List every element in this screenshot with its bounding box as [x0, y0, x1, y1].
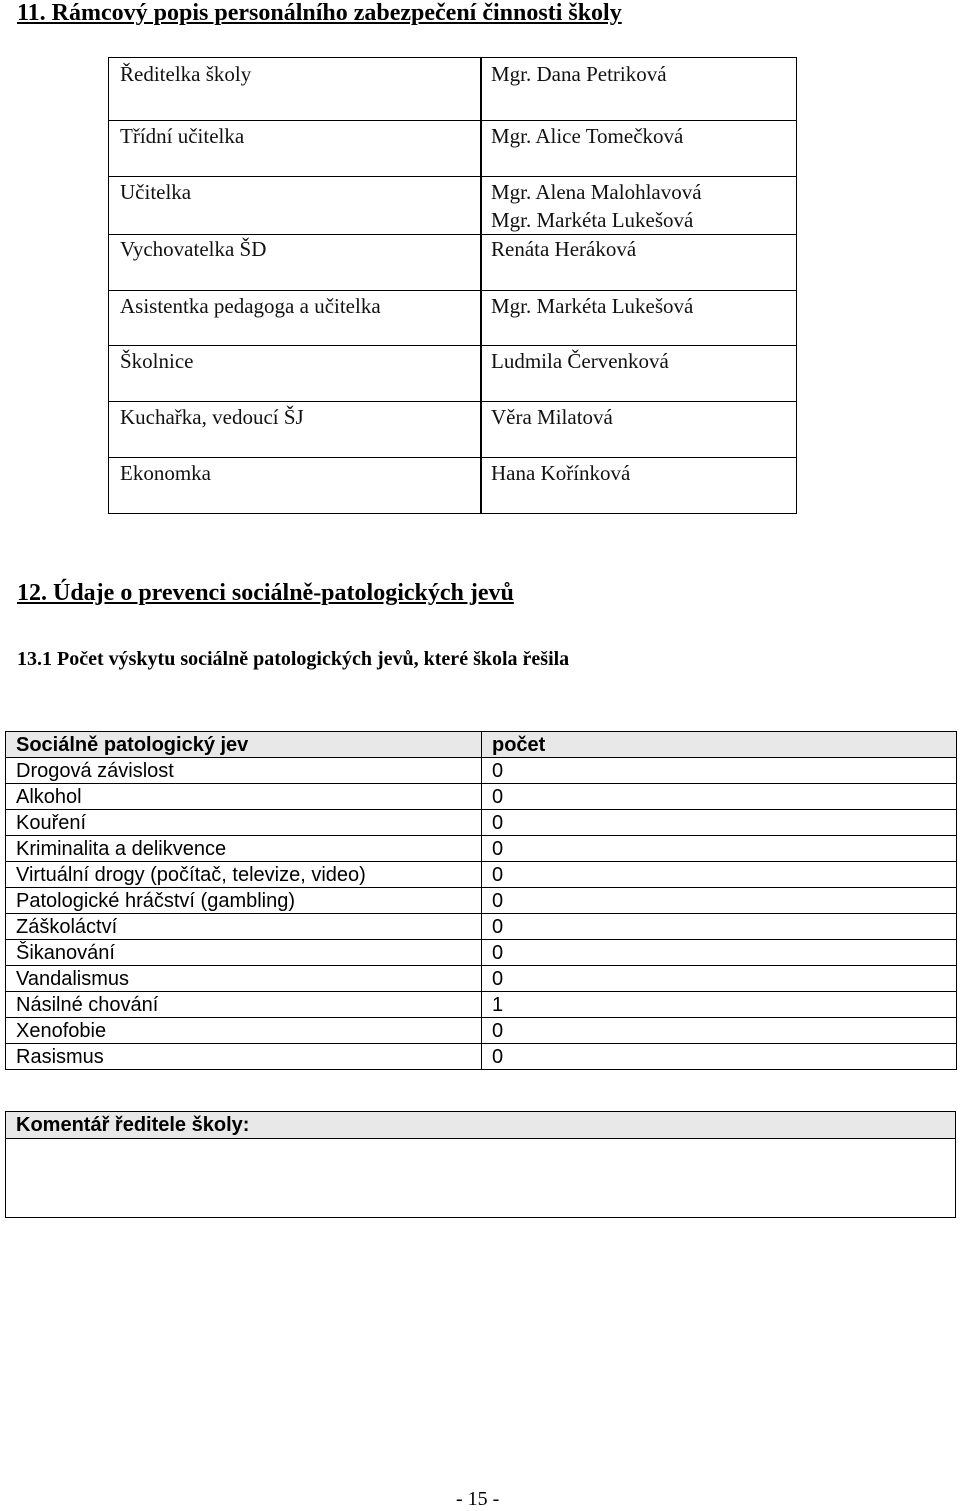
staff-name: Renáta Heráková — [491, 237, 637, 261]
count-cell: 0 — [482, 862, 957, 888]
principal-comment-table — [5, 1111, 956, 1218]
staff-role: Asistentka pedagoga a učitelka — [120, 294, 381, 318]
phenomenon-cell: Xenofobie — [6, 1018, 482, 1044]
row-divider — [109, 345, 796, 346]
comment-label: Komentář ředitele školy: — [6, 1112, 956, 1139]
staff-name: Mgr. Alena Malohlavová — [491, 180, 702, 204]
section-11-title: 11. Rámcový popis personálního zabezpečení činnosti školy — [17, 0, 622, 26]
table-row — [6, 940, 957, 966]
table-row — [6, 784, 957, 810]
staff-role: Ředitelka školy — [120, 62, 252, 86]
phenomenon-cell: Kriminalita a delikvence — [6, 836, 482, 862]
staff-role: Ekonomka — [120, 461, 211, 485]
phenomenon-cell: Virtuální drogy (počítač, televize, video) — [6, 862, 482, 888]
phenomenon-cell: Šikanování — [6, 940, 482, 966]
count-cell: 1 — [482, 992, 957, 1018]
staff-role: Učitelka — [120, 180, 192, 204]
pathology-table — [5, 731, 957, 1070]
count-cell: 0 — [482, 810, 957, 836]
staff-name: Věra Milatová — [491, 405, 613, 429]
table-row — [6, 1044, 957, 1070]
table-header-row — [6, 732, 957, 758]
staff-role: Kuchařka, vedoucí ŠJ — [120, 405, 304, 429]
count-cell: 0 — [482, 1044, 957, 1070]
comment-body-row — [6, 1139, 956, 1218]
table-row — [6, 888, 957, 914]
phenomenon-cell: Vandalismus — [6, 966, 482, 992]
count-cell: 0 — [482, 940, 957, 966]
column-header: počet — [482, 732, 957, 758]
staff-table — [108, 57, 797, 514]
staff-role: Třídní učitelka — [120, 124, 245, 148]
phenomenon-cell: Záškoláctví — [6, 914, 482, 940]
count-cell: 0 — [482, 758, 957, 784]
column-divider — [480, 58, 482, 513]
row-divider — [109, 290, 796, 291]
comment-text — [6, 1139, 956, 1218]
staff-name: Ludmila Červenková — [491, 349, 669, 373]
count-cell: 0 — [482, 966, 957, 992]
table-row — [6, 836, 957, 862]
phenomenon-cell: Násilné chování — [6, 992, 482, 1018]
phenomenon-cell: Alkohol — [6, 784, 482, 810]
count-cell: 0 — [482, 1018, 957, 1044]
count-cell: 0 — [482, 888, 957, 914]
section-12-title: 12. Údaje o prevenci sociálně-patologických jevů — [17, 580, 514, 606]
phenomenon-cell: Drogová závislost — [6, 758, 482, 784]
comment-header-row — [6, 1112, 956, 1139]
table-row — [6, 914, 957, 940]
table-row — [6, 862, 957, 888]
section-13-subtitle: 13.1 Počet výskytu sociálně patologických jevů, které škola řešila — [17, 648, 570, 670]
row-divider — [109, 401, 796, 402]
staff-name: Mgr. Dana Petriková — [491, 62, 667, 86]
phenomenon-cell: Kouření — [6, 810, 482, 836]
table-row — [6, 810, 957, 836]
table-row — [6, 1018, 957, 1044]
staff-role: Školnice — [120, 349, 194, 373]
row-divider — [109, 457, 796, 458]
table-row — [6, 758, 957, 784]
phenomenon-cell: Patologické hráčství (gambling) — [6, 888, 482, 914]
row-divider — [109, 120, 796, 121]
staff-role: Vychovatelka ŠD — [120, 237, 267, 261]
table-row — [6, 966, 957, 992]
staff-name: Mgr. Markéta Lukešová — [491, 294, 694, 318]
page-number: - 15 - — [456, 1488, 500, 1510]
count-cell: 0 — [482, 836, 957, 862]
staff-name: Hana Kořínková — [491, 461, 631, 485]
staff-name: Mgr. Alice Tomečková — [491, 124, 684, 148]
row-divider — [109, 176, 796, 177]
table-row — [6, 992, 957, 1018]
staff-name: Mgr. Markéta Lukešová — [491, 208, 694, 232]
column-header: Sociálně patologický jev — [6, 732, 482, 758]
count-cell: 0 — [482, 914, 957, 940]
count-cell: 0 — [482, 784, 957, 810]
phenomenon-cell: Rasismus — [6, 1044, 482, 1070]
